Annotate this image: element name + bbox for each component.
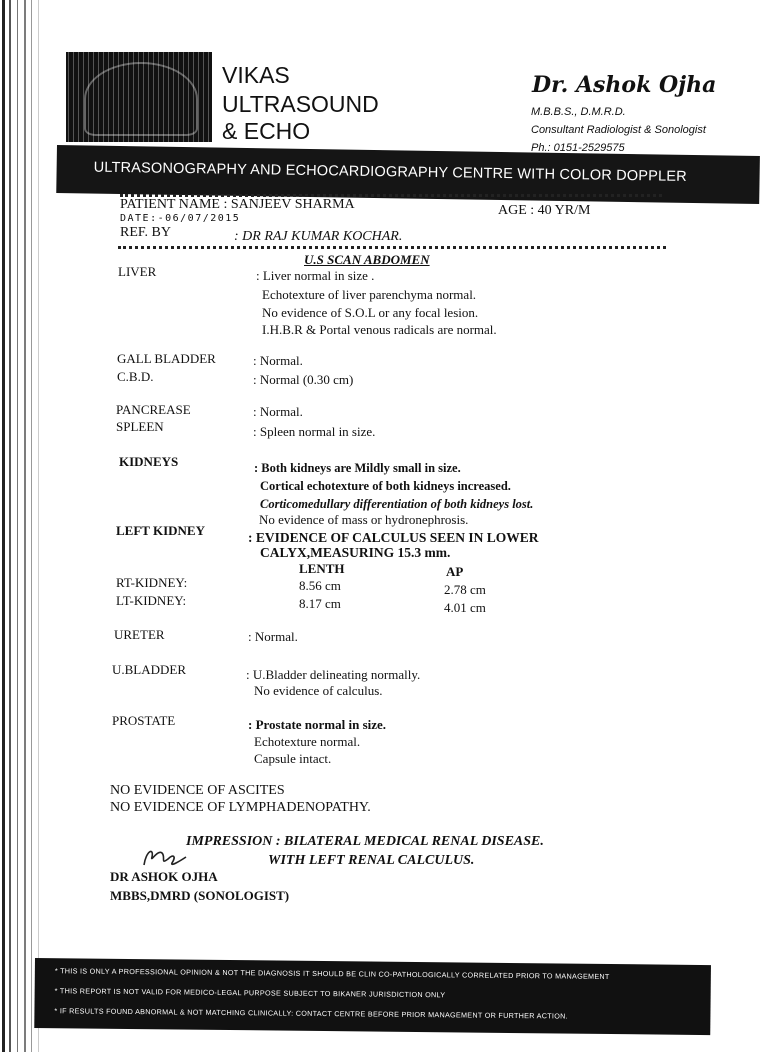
ubladder-line: No evidence of calculus.: [254, 683, 383, 698]
prostate-label: PROSTATE: [112, 713, 176, 728]
spleen-value: : Spleen normal in size.: [253, 424, 376, 439]
pancreas-value: : Normal.: [253, 404, 303, 419]
ref-value: : DR RAJ KUMAR KOCHAR.: [234, 229, 403, 244]
kidneys-line: Corticomedullary differentiation of both kidneys lost.: [260, 497, 534, 511]
gall-bladder-label: GALL BLADDER: [117, 351, 216, 366]
patient-name: PATIENT NAME : SANJEEV SHARMA: [120, 197, 355, 212]
divider: [118, 246, 666, 249]
cbd-value: : Normal (0.30 cm): [253, 372, 354, 387]
measure-row-label: RT-KIDNEY:: [116, 575, 188, 590]
report-title: U.S SCAN ABDOMEN: [304, 252, 430, 267]
disclaimer-footer: [34, 958, 711, 1035]
patient-age: AGE : 40 YR/M: [498, 203, 591, 218]
measure-row-length: 8.56 cm: [299, 578, 341, 593]
measure-row-ap: 4.01 cm: [444, 600, 486, 615]
scan-edge-noise: [0, 0, 46, 1052]
clinic-phone: Ph.: 0151-2529575: [531, 142, 625, 154]
kidneys-label: KIDNEYS: [119, 454, 179, 469]
banner-text: ULTRASONOGRAPHY AND ECHOCARDIOGRAPHY CENTRE WITH COLOR DOPPLER: [93, 159, 688, 185]
signature-qualification: MBBS,DMRD (SONOLOGIST): [110, 888, 290, 903]
patient-date: DATE:-06/07/2015: [120, 213, 241, 224]
liver-line: I.H.B.R & Portal venous radicals are normal.: [262, 322, 497, 337]
finding-line: NO EVIDENCE OF LYMPHADENOPATHY.: [110, 800, 371, 815]
impression-line1: IMPRESSION : BILATERAL MEDICAL RENAL DISEASE.: [186, 834, 544, 849]
clinic-name-line2: ULTRASOUND: [222, 91, 379, 117]
measure-row-ap: 2.78 cm: [444, 582, 486, 597]
prostate-line: Echotexture normal.: [254, 734, 361, 749]
ubladder-label: U.BLADDER: [112, 662, 187, 677]
gall-bladder-value: : Normal.: [253, 353, 303, 368]
doctor-degrees: M.B.B.S., D.M.R.D.: [531, 106, 626, 118]
clinic-name-line1: VIKAS: [222, 62, 290, 88]
disclaimer-line: * THIS IS ONLY A PROFESSIONAL OPINION & NOT THE DIAGNOSIS IT SHOULD BE CLIN CO-PATHOLOGICALLY CORRELATED PRIOR TO MANAGEMENT: [54, 966, 610, 982]
clinic-name-line3: & ECHO: [222, 118, 311, 144]
finding-line: NO EVIDENCE OF ASCITES: [110, 783, 285, 798]
clinic-logo: [66, 52, 212, 142]
liver-line: No evidence of S.O.L or any focal lesion.: [262, 305, 479, 320]
doctor-name: Dr. Ashok Ojha: [532, 72, 717, 98]
left-kidney-line: CALYX,MEASURING 15.3 mm.: [260, 545, 451, 560]
prostate-line: : Prostate normal in size.: [248, 717, 387, 732]
measure-col-length: LENTH: [299, 561, 345, 576]
prostate-line: Capsule intact.: [254, 751, 332, 766]
spleen-label: SPLEEN: [116, 419, 164, 434]
measure-row-length: 8.17 cm: [299, 596, 341, 611]
doctor-title: Consultant Radiologist & Sonologist: [531, 124, 706, 136]
ureter-value: : Normal.: [248, 629, 298, 644]
kidneys-line: : Both kidneys are Mildly small in size.: [254, 461, 461, 475]
left-kidney-line: : EVIDENCE OF CALCULUS SEEN IN LOWER: [248, 530, 539, 545]
liver-label: LIVER: [118, 264, 157, 279]
pancreas-label: PANCREASE: [116, 402, 191, 417]
measure-col-ap: AP: [446, 564, 464, 579]
measure-row-label: LT-KIDNEY:: [116, 593, 187, 608]
disclaimer-line: * THIS REPORT IS NOT VALID FOR MEDICO-LEGAL PURPOSE SUBJECT TO BIKANER JURISDICTION ONLY: [54, 986, 446, 1000]
cbd-label: C.B.D.: [117, 369, 154, 384]
ref-label: REF. BY: [120, 225, 172, 240]
left-kidney-label: LEFT KIDNEY: [116, 523, 205, 538]
impression-line2: WITH LEFT RENAL CALCULUS.: [268, 853, 475, 868]
ureter-label: URETER: [114, 627, 165, 642]
liver-line: : Liver normal in size .: [256, 268, 375, 283]
disclaimer-line: * IF RESULTS FOUND ABNORMAL & NOT MATCHING CLINICALLY: CONTACT CENTRE BEFORE PRIOR MANAGEMENT OR FURTHER ACTION.: [54, 1006, 568, 1021]
liver-line: Echotexture of liver parenchyma normal.: [262, 287, 477, 302]
kidneys-line: No evidence of mass or hydronephrosis.: [259, 512, 469, 527]
signature-name: DR ASHOK OJHA: [110, 869, 218, 884]
ubladder-line: : U.Bladder delineating normally.: [246, 667, 421, 682]
kidneys-line: Cortical echotexture of both kidneys increased.: [260, 479, 511, 493]
